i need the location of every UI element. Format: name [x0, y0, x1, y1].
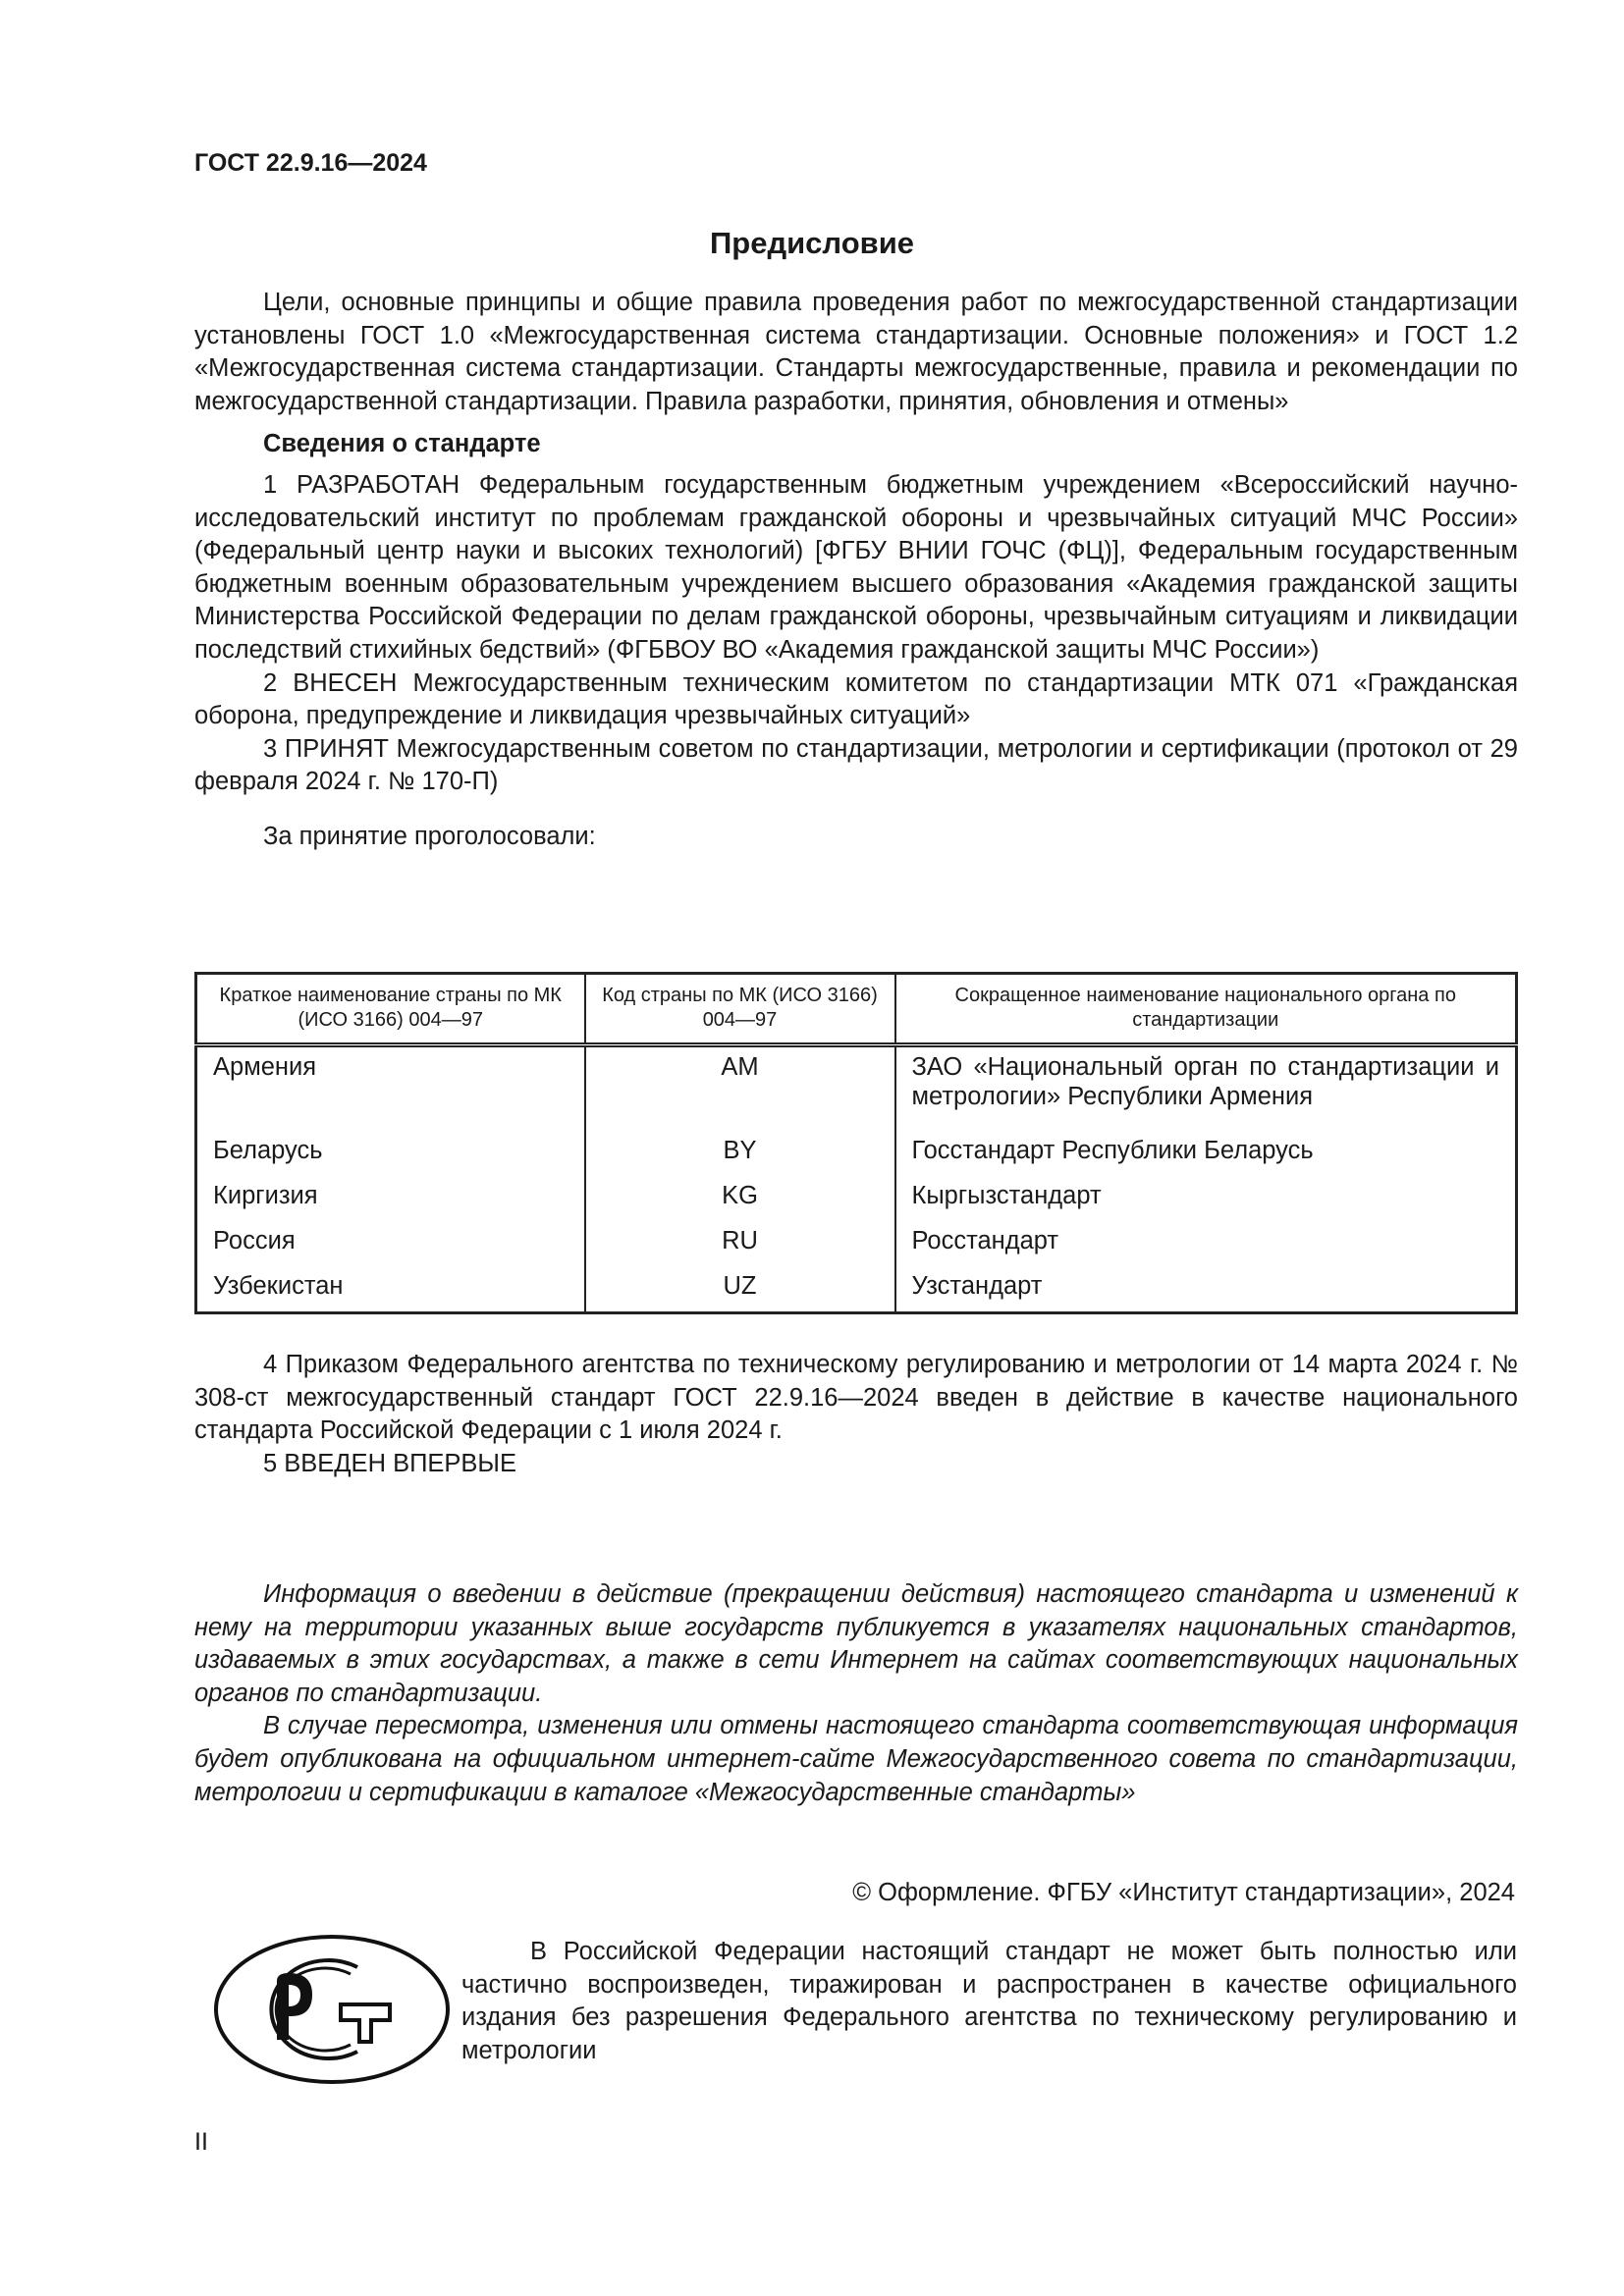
copyright-notice: [461, 1936, 1517, 2067]
country-code: RU: [585, 1221, 895, 1266]
item-enacted: 4 Приказом Федерального агентства по техническому регулированию и метрологии от 14 марта 2024 г. № 308-ст межгосударственный стандарт ГОСТ 22.9.16—2024 введен в действие в качестве национального стандарта Российской Федерации с 1 июля 2024 г.: [194, 1351, 1518, 1445]
page-number: II: [194, 2128, 208, 2156]
item-submitted: 2 ВНЕСЕН Межгосударственным техническим комитетом по стандартизации МТК 071 «Гражданская оборона, предупреждение и ликвидация чрезвычайных ситуаций»: [194, 668, 1518, 730]
country-name: Узбекистан: [196, 1266, 585, 1313]
national-body: ЗАО «Национальный орган по стандартизации и метрологии» Республики Армения: [895, 1045, 1517, 1132]
italic-notes: [194, 1578, 1518, 1809]
document-code-header: ГОСТ 22.9.16—2024: [194, 149, 427, 177]
note-revision: В случае пересмотра, изменения или отмены настоящего стандарта соответствующая информация будет опубликована на официальном интернет-сайте Межгосударственного совета по стандартизации, метрологии и сертификации в каталоге «Межгосударственные стандарты»: [194, 1712, 1518, 1806]
notice-text: В Российской Федерации настоящий стандарт не может быть полностью или частично воспроизведен, тиражирован и распространен в качестве официального издания без разрешения Федерального агентства по техническому регулированию и метрологии: [461, 1938, 1517, 2064]
country-code: KG: [585, 1176, 895, 1221]
header-body: Сокращенное наименование национального органа по стандартизации: [895, 974, 1517, 1045]
vote-label: За принятие проголосовали:: [263, 822, 596, 850]
table-row: [196, 1266, 1517, 1313]
info-heading: Сведения о стандарте: [263, 430, 541, 458]
table-row: [196, 1221, 1517, 1266]
page-title: Предисловие: [709, 226, 914, 260]
preface-body: [194, 287, 1518, 854]
table-row: [196, 1045, 1517, 1132]
table-header-row: [196, 974, 1517, 1045]
country-code: UZ: [585, 1266, 895, 1313]
country-name: Киргизия: [196, 1176, 585, 1221]
national-body: Узстандарт: [895, 1266, 1517, 1313]
country-name: Армения: [196, 1045, 585, 1132]
item-first-introduced: 5 ВВЕДЕН ВПЕРВЫЕ: [263, 1449, 517, 1477]
table-row: [196, 1176, 1517, 1221]
item-developed: 1 РАЗРАБОТАН Федеральным государственным бюджетным учреждением «Всероссийский научно-исследовательский институт по проблемам гражданской обороны и чрезвычайных ситуаций МЧС России» (Федеральный центр науки и высоких технологий) [ФГБУ ВНИИ ГОЧС (ФЦ)], Федеральным государственным бюджетным военным образовательным учреждением высшего образования «Академия гражданской защиты Министерства Российской Федерации по делам гражданской обороны, чрезвычайным ситуациям и ликвидации последствий стихийных бедствий» (ФГБВОУ ВО «Академия гражданской защиты МЧС России»): [194, 470, 1518, 664]
national-body: Росстандарт: [895, 1221, 1517, 1266]
header-code: Код страны по МК (ИСО 3166) 004—97: [585, 974, 895, 1045]
header-country: Краткое наименование страны по МК (ИСО 3166) 004—97: [196, 974, 585, 1045]
item-adopted: 3 ПРИНЯТ Межгосударственным советом по стандартизации, метрологии и сертификации (протокол от 29 февраля 2024 г. № 170-П): [194, 734, 1518, 796]
enactment-body: [194, 1349, 1518, 1480]
table-row: [196, 1131, 1517, 1176]
note-information: Информация о введении в действие (прекращении действия) настоящего стандарта и изменений к нему на территории указанных выше государств публикуется в указателях национальных стандартов, издаваемых в этих государствах, а также в сети Интернет на сайтах соответствующих национальных органов по стандартизации.: [194, 1580, 1518, 1707]
national-body: Госстандарт Республики Беларусь: [895, 1131, 1517, 1176]
rst-certification-logo: [210, 1930, 454, 2089]
intro-paragraph: Цели, основные принципы и общие правила проведения работ по межгосударственной стандартизации установлены ГОСТ 1.0 «Межгосударственная система стандартизации. Основные положения» и ГОСТ 1.2 «Межгосударственная система стандартизации. Стандарты межгосударственные, правила и рекомендации по межгосударственной стандартизации. Правила разработки, принятия, обновления и отмены»: [194, 289, 1518, 415]
country-name: Россия: [196, 1221, 585, 1266]
country-code: BY: [585, 1131, 895, 1176]
national-body: Кыргызстандарт: [895, 1176, 1517, 1221]
copyright: © Оформление. ФГБУ «Институт стандартизации», 2024: [852, 1879, 1515, 1906]
voting-countries-table: [194, 972, 1518, 1314]
country-name: Беларусь: [196, 1131, 585, 1176]
country-code: AM: [585, 1045, 895, 1132]
